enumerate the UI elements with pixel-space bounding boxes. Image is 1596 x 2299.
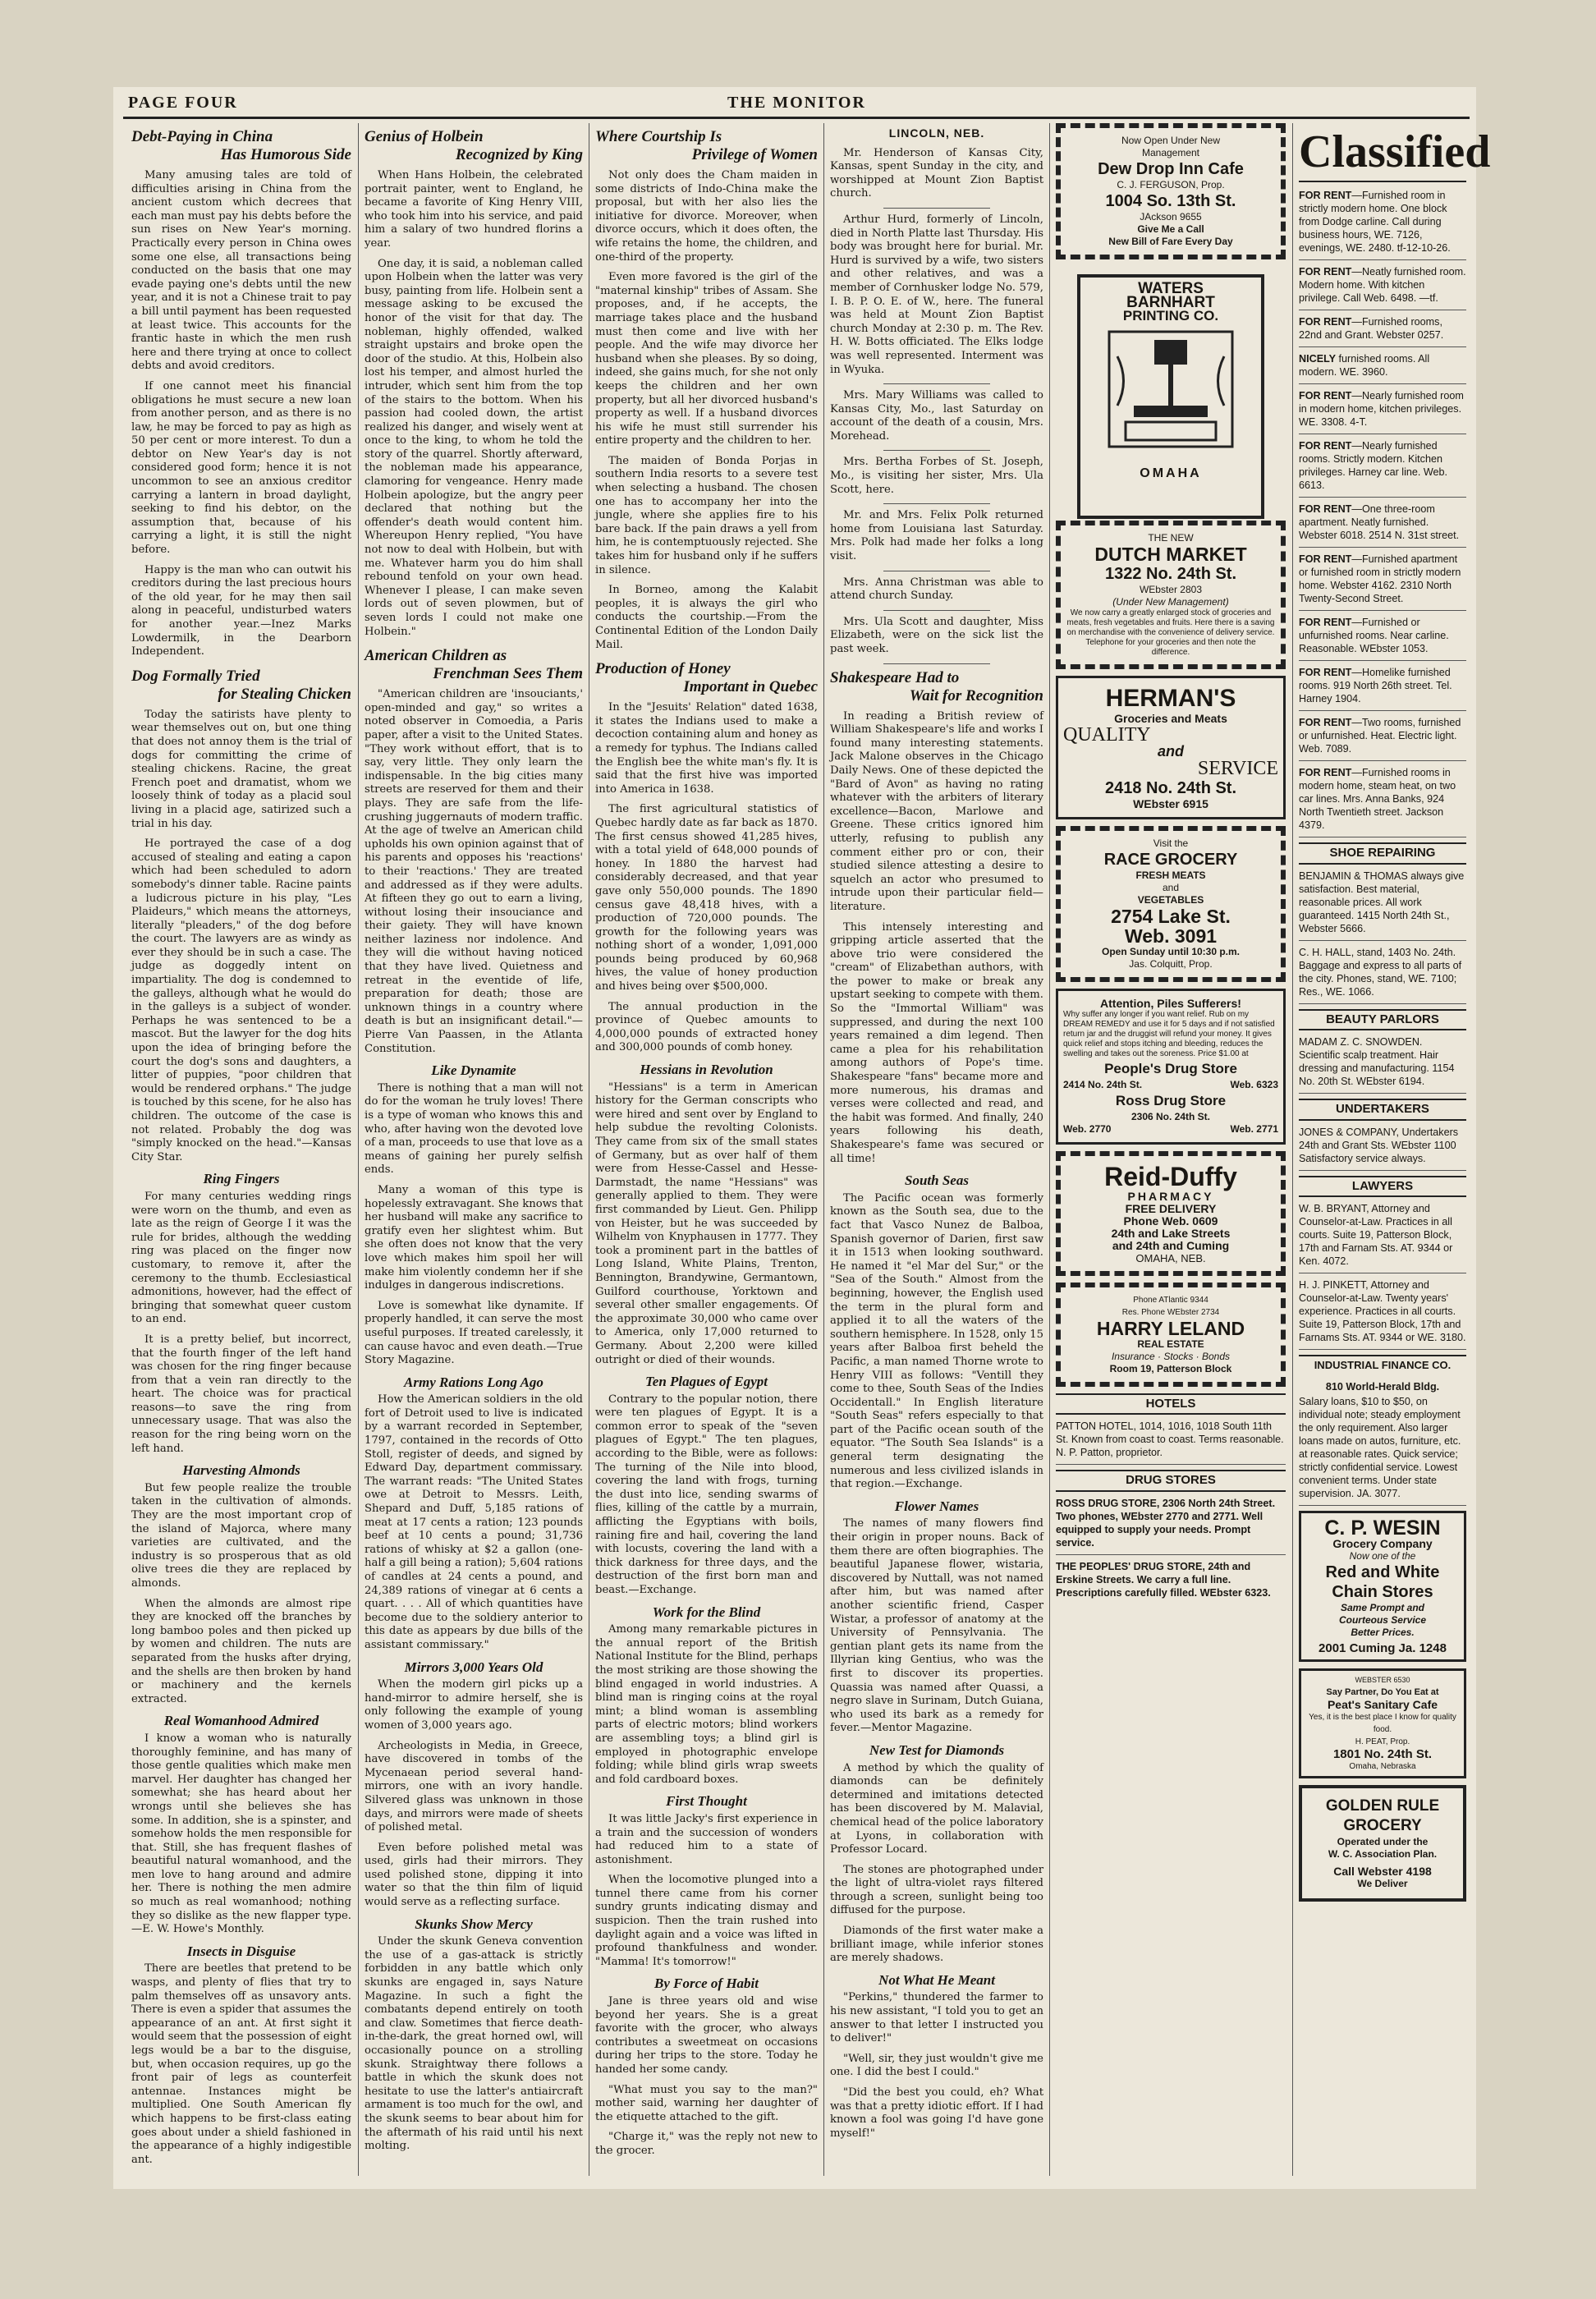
golden-rule-grocery-ad: [1299, 1785, 1466, 1902]
classified-text: furnished rooms. All modern. WE. 3960.: [1299, 353, 1430, 378]
article-headline: Not What He Meant: [878, 1971, 995, 1988]
article-headline: Ten Plagues of Egypt: [644, 1374, 768, 1390]
column-3: [595, 123, 818, 2176]
ad-line: Red and White: [1325, 1562, 1440, 1581]
article-paragraph: This intensely interesting and gripping article asserted that the above trio were considered the "cream" of Elizabethan authors, with the power to make or break any upstart seeking to compete with them. So the "Immortal William" was suppressed, and during the next 100 years remained a dim legend. Then came a plea for his rehabilitation among authors of Pope's time. Shakespeare "fans" became more and more numerous, his dramas and verses were collected and read, and the habit was formed. And finally, 240 years following his death, Shakespeare's fame was secured or all time!: [830, 920, 1043, 1165]
classified-section-heading: LAWYERS: [1299, 1176, 1466, 1198]
ad-line: Give Me a Call: [1137, 223, 1204, 235]
headline-line: Where Courtship Is: [595, 128, 722, 145]
article-paragraph: When Hans Holbein, the celebrated portrait painter, went to England, he became a favorite of King Henry VIII, who took him into his service, and paid him a salary of two hundred florins a year.: [365, 169, 583, 250]
article: [131, 128, 351, 659]
article-paragraph: It is a pretty belief, but incorrect, that the fourth finger of the left hand was chosen for the ring finger because from that a vein ran directly to the heart. The choice was for practical reasons—to save the ring from unnecessary usage. That was also the reason for the ring being worn on the left hand.: [131, 1333, 351, 1455]
classified-text: —Two rooms, furnished or unfurnished. Heat. Electric light. Web. 7089.: [1299, 717, 1461, 755]
classified-listing: BENJAMIN & THOMAS always give satisfaction. Best material, reasonable prices. All work guaranteed. 1415 North 24th St., Webster 5666.: [1299, 870, 1466, 941]
news-item: Arthur Hurd, formerly of Lincoln, died in North Platte last Thursday. His body was brought here for burial. Mr. Hurd is survived by a wife, two sisters and other relatives, and was a member of Cornhusker lodge No. 579, I. B. P. O. E. of W., here. The funeral was held at Mount Zion Baptist church Monday at 2:30 p. m. The Rev. H. W. Botts officiated. The Elks lodge was well represented. Interment was in Wyuka.: [830, 213, 1043, 376]
ad-phone: WEbster 6915: [1133, 796, 1208, 810]
harry-leland-ad: [1056, 1283, 1286, 1387]
ad-name: C. P. WESIN: [1324, 1516, 1441, 1540]
article-paragraph: For many centuries wedding rings were worn on the thumb, and even as late as the reign of George I it was the rule for brides, although the wedding ring was placed on the finger now customary, to remove it, after the ceremony to the thumb. Ecclesiastical admonitions, however, had the effect of bringing that somewhat queer custom to an end.: [131, 1190, 351, 1326]
waters-barnhart-ad: [1056, 266, 1286, 521]
article-headline: [830, 669, 1043, 705]
item-rule: [883, 663, 990, 664]
ad-name: Ross Drug Store: [1115, 1092, 1227, 1108]
ad-name: Reid-Duffy: [1104, 1161, 1237, 1191]
article-paragraph: There are beetles that pretend to be wasps, and plenty of flies that try to palm themselves off as unsavory ants. There is even a spider that assumes the appearance of an ant. At first sight it would seem that the possession of eight legs would be a bar to the disguise, but, when occasion requires, up go the front pair of legs as counterfeit antennae. Instances might be multiplied. One South American fly which happens to be first-class eating goes about under a shield fashioned in the appearance of a highly indigestible ant.: [131, 1962, 351, 2166]
classified-lead: FOR RENT: [1299, 190, 1352, 201]
ad-phone: WEBSTER 6530: [1355, 1675, 1410, 1684]
ad-name: GOLDEN RULE: [1325, 1797, 1440, 1815]
article: [595, 1795, 818, 1969]
article-paragraph: Among many remarkable pictures in the annual report of the British National Institute for the Blind, perhaps the most striking are those showing the blind engaged in world industries. A blind man is ringing coins at the royal mint; a blind woman is assembling parts of electric motors; blind workers are assembling toys; a blind girl is employed in photographic envelope folding; while blind girls wrap sweets and fold cardboard boxes.: [595, 1623, 818, 1786]
article-headline: [131, 128, 351, 164]
column-rule: [1292, 123, 1293, 2176]
article-paragraph: "What must you say to the man?" mother said, warning her daughter of the etiquette attached to the gift.: [595, 2083, 818, 2123]
column-rule: [358, 123, 359, 2176]
ad-line: QUALITY: [1063, 724, 1151, 746]
article-paragraph: "Hessians" is a term in American history for the German conscripts who were hired and sent over by England to help subdue the revolting Colonists. They came from six of the small states of Germany, but as over half of them were from Hesse-Cassel and Hesse-Darmstadt, the name "Hessians" was generally applied to them. They were first commanded by Lieut. Gen. Philipp von Heister, but he was succeeded by Wilhelm von Knyphausen in 1777. They took a prominent part in the battles of Long Island, White Plains, Trenton, Bennington, Brandywine, Germantown, Guilford courthouse, Yorktown and several other smaller engagements. Of the approximate 30,000 who came over to America, only 17,000 returned to Germany. About 2,200 were killed outright or died of their wounds.: [595, 1081, 818, 1366]
classified-lead: FOR RENT: [1299, 316, 1352, 328]
classified-text: —Neatly furnished room. Modern home. With kitchen privilege. Call Web. 6498. —tf.: [1299, 266, 1466, 304]
ad-address: 1004 So. 13th St.: [1105, 192, 1236, 210]
finance-body: Salary loans, $10 to $50, on individual note; steady employment the only requirement. Also larger loans made on autos, furniture, etc. at reasonable rates. Quick service; strictly confidential service. Lowest convenient terms. Under state supervision. JA. 3077.: [1299, 1395, 1466, 1506]
article: [595, 1606, 818, 1787]
logo-text: WATERS: [1138, 280, 1204, 297]
article-paragraph: "Perkins," thundered the farmer to his new assistant, "I told you to get an answer to that letter I instructed you to deliver!": [830, 1991, 1043, 2045]
article: [365, 647, 583, 1056]
headline-line: Dog Formally Tried: [131, 667, 260, 685]
news-item: Mrs. Anna Christman was able to attend church Sunday.: [830, 576, 1043, 603]
ad-address: 2754 Lake St.: [1111, 905, 1231, 927]
ad-line: and: [1162, 881, 1180, 893]
headline-line: Privilege of Women: [691, 146, 818, 163]
ad-line: Courteous Service: [1338, 1613, 1427, 1626]
news-item: Mr. and Mrs. Felix Polk returned home from Louisiana last Saturday. Mrs. Polk had made her folks a long visit.: [830, 509, 1043, 563]
logo-city: OMAHA: [1140, 466, 1202, 481]
ad-line: C. J. FERGUSON, Prop.: [1117, 179, 1225, 190]
ad-line: Grocery Company: [1332, 1536, 1433, 1550]
ad-address: 1801 No. 24th St.: [1332, 1746, 1433, 1761]
classified-ad: [1299, 265, 1466, 310]
news-item: Mrs. Mary Williams was called to Kansas City, Mo., last Saturday on account of the death of a cousin, Mrs. Morehead.: [830, 389, 1043, 443]
item-rule: [883, 450, 990, 451]
hotel-listing: PATTON HOTEL, 1014, 1016, 1018 South 11th St. Known from coast to coast. Terms reasonable. N. P. Patton, proprietor.: [1056, 1420, 1286, 1465]
ad-name: DUTCH MARKET: [1094, 544, 1247, 565]
ad-phone: Web. 3091: [1124, 925, 1218, 947]
article-paragraph: "Did the best you could, eh? What was that a pretty idiotic effort. If I had known a fool was going I'd have gone myself!": [830, 2086, 1043, 2140]
article-headline: New Test for Diamonds: [869, 1741, 1005, 1758]
classified-lead: FOR RENT: [1299, 503, 1352, 515]
item-rule: [883, 383, 990, 384]
article-paragraph: Even more favored is the girl of the "maternal kinship" tribes of Assam. She proposes, and, if he accepts, the marriage takes place and the husband must then come and live with her people. And the wife may divorce her husband when she pleases. By so doing, indeed, she gains much, for she not only keeps the children and her own property, but all her divorced husband's property as well. If a husband divorces his wife he must still surrender his entire property and the children to her.: [595, 271, 818, 447]
headline-line: Wait for Recognition: [909, 686, 1043, 704]
finance-address: 810 World-Herald Bldg.: [1325, 1380, 1440, 1393]
article-paragraph: Today the satirists have plenty to wear themselves out on, but one thing that does not annoy them is the trial of dogs for committing the crime of stealing chickens. Racine, the great French poet and dramatist, whom we loosely think of today as a placid soul living in a placid age, satirized such a trial in his day.: [131, 708, 351, 830]
classified-ad: [1299, 502, 1466, 548]
ad-line: Omaha, Nebraska: [1349, 1761, 1416, 1771]
article-paragraph: When the modern girl picks up a hand-mirror to admire herself, she is only following the example of young women of 3,000 years ago.: [365, 1678, 583, 1732]
column-rule: [1049, 123, 1050, 2176]
classified-listing: JONES & COMPANY, Undertakers 24th and Grant Sts. WEbster 1100 Satisfactory service always.: [1299, 1126, 1466, 1171]
column-2: [365, 123, 583, 2176]
ad-line: and: [1157, 743, 1184, 759]
article-headline: Real Womanhood Admired: [163, 1713, 319, 1729]
article-paragraph: Not only does the Cham maiden in some districts of Indo-China make the proposal, but with her also lies the initiative for divorce. Moreover, when divorce occurs, which it does often, the wife retains the home, the children, and one-third of the property.: [595, 169, 818, 264]
classified-ad: [1299, 439, 1466, 498]
item-rule: [883, 208, 990, 209]
classified-ad: [1299, 616, 1466, 661]
article-headline: Insects in Disguise: [186, 1943, 296, 1959]
ad-line: THE NEW: [1148, 532, 1194, 544]
article: [365, 128, 583, 639]
article: [131, 1464, 351, 1706]
classified-text: —Furnished apartment or furnished room in strictly modern home. Webster 4162. 2310 North Twenty-Second Street.: [1299, 553, 1461, 604]
headline-line: Has Humorous Side: [220, 146, 351, 163]
article: [131, 1172, 351, 1456]
ads-column: [1056, 123, 1286, 2176]
wesin-grocery-ad: [1299, 1511, 1466, 1662]
ad-line: Operated under the: [1337, 1835, 1429, 1847]
classified-lead: FOR RENT: [1299, 717, 1352, 728]
printing-co-logo: [1077, 274, 1264, 519]
classified-ad: [1299, 315, 1466, 347]
article-paragraph: The Pacific ocean was formerly known as the South sea, due to the fact that Vasco Nunez de Balboa, Spanish governor of Darien, first saw it in 1513 when looking southward. He named it "el Mar del Sur," or the "Sea of the South." Almost from the beginning, however, the English used the term in the plural form and applied it to all the waters of the southern hemisphere. In 1528, only 15 years after Balboa first beheld the Pacific, a man named Thorne wrote to Henry VIII as follows: "Ventill they come to thee, South Seas of the Indies Occidentall." In English literature "South Seas" refers especially to that part of the Pacific ocean south of the equator. "The South Sea Islands" is a general term designating the numerous and less civilized islands in that region.—Exchange.: [830, 1191, 1043, 1491]
headline-line: Genius of Holbein: [365, 128, 484, 145]
classified-listing: C. H. HALL, stand, 1403 No. 24th. Baggage and express to all parts of the city. Phones, stand, WE. 7100; Res., WE. 1066.: [1299, 946, 1466, 1004]
ad-address: 2414 No. 24th St.: [1063, 1078, 1143, 1090]
ad-phone: Phone Web. 0609: [1123, 1214, 1218, 1228]
article-paragraph: If one cannot meet his financial obligations he must secure a new loan from another person, and as there is no law, he may be forced to pay as high as 50 per cent or more interest. To dun a debtor on New Year's day is not considered good form; hence it is not uncommon to see an anxious creditor carrying a lantern in broad daylight, seeking to find his debtor, on the assumption that, because of his carrying a light, it is still the night before.: [131, 379, 351, 557]
classified-text: —Homelike furnished rooms. 919 North 26th street. Tel. Harney 1904.: [1299, 667, 1452, 704]
article-headline: Work for the Blind: [652, 1604, 761, 1620]
ad-name: Peat's Sanitary Cafe: [1327, 1697, 1438, 1711]
classified-text: —Furnished rooms in modern home, steam heat, on two car lines. Mrs. Anna Banks, 924 North Twentieth street. Jackson 4379.: [1299, 767, 1456, 831]
ad-address: 2306 No. 24th St.: [1130, 1110, 1211, 1122]
article: [131, 1945, 351, 2168]
column-1: [131, 123, 351, 2176]
article-paragraph: Love is somewhat like dynamite. If properly handled, it can serve the most useful purposes. If treated carelessly, it can cause havoc and even death.—True Story Magazine.: [365, 1299, 583, 1367]
ad-phone: Web. 2770: [1063, 1122, 1112, 1135]
classified-lead: FOR RENT: [1299, 767, 1352, 778]
article-paragraph: "Well, sir, they just wouldn't give me one. I did the best I could.": [830, 2052, 1043, 2079]
article-paragraph: How the American soldiers in the old fort of Detroit used to live is indicated by a warrant recorded in September, 1797, contained in the records of Otto Stoll, register of deeds, and signed by Edward Day, department commissary. The warrant reads: "The United States owe at Detroit to Messrs. Leith, Shepard and Duff, 5,185 rations of meat at 17 cents a ration; 123 pounds beef at 10 cents a pound; 31,736 rations of whisky at $2 a gallon (one-half a gill being a ration); 5,604 rations of candles at 24 cents a pound, and 24,389 rations of vinegar at 6 cents a quart. . . . All of which quantities have become due to the soldiery anterior to this date as appears by due bills of the assistant commissary.": [365, 1393, 583, 1651]
header-rule: [123, 117, 1470, 119]
printing-press-icon: [1093, 324, 1249, 463]
classified-ad: [1299, 766, 1466, 837]
article-paragraph: "American children are 'insouciants,' open-minded and gay," so writes a noted observer in Comoedia, a Paris paper, after a visit to the United States. "They work without effort, that is to say, very little. They only learn the indispensable. In the big cities many streets are reserved for them and their plays. They are safe from the life-crushing juggernauts of modern traffic. At the age of twelve an American child upholds his own opinion against that of his parents and opposes his 'reactions' to their 'reactions.' They are treated and addressed as if they were adults. At fifteen they go out to earn a living, without losing their insouciance and their gaiety. They will have known neither laziness nor indolence. And they will die without having noticed that they have lived. Quietness and retreat in the eventide of life, preparation for death; those are unknown things in a country where death is but an insignificant detail."—Pierre Van Paassen, in the Atlanta Constitution.: [365, 688, 583, 1055]
article-paragraph: Diamonds of the first water make a brilliant image, while inferior stones are merely shadows.: [830, 1925, 1043, 1965]
classified-column: [1299, 123, 1491, 2176]
article-paragraph: A method by which the quality of diamonds can be definitely determined and imitations detected has been discovered by M. Malavial, chemical head of the police laboratory at Lyons, in collaboration with Professor Locard.: [830, 1761, 1043, 1856]
finance-name: INDUSTRIAL FINANCE CO.: [1299, 1355, 1466, 1375]
news-item: Mrs. Bertha Forbes of St. Joseph, Mo., is visiting her sister, Mrs. Ula Scott, here.: [830, 456, 1043, 496]
ad-line: H. PEAT, Prop.: [1355, 1737, 1410, 1746]
article: [595, 1977, 818, 2158]
article-headline: [595, 660, 818, 696]
article: [830, 669, 1043, 1167]
article-headline: Flower Names: [894, 1498, 979, 1514]
article-paragraph: In reading a British review of William Shakespeare's life and works I found many interesting statements. Jack Malone observes in the Chicago Daily News. One of these depicted the "Bard of Avon" as having no rating whatever with the arbiters of literary excellence—Bacon, Marlowe and Greene. These critics ignored him utterly, refusing to publish any comment either pro or con, their studied silence attesting a desire to squelch an actor who presumed to intrude upon their particular field—literature.: [830, 709, 1043, 913]
article-paragraph: When the locomotive plunged into a tunnel there came from his corner sundry grunts indicating dismay and suspicion. Then the train rushed into daylight again and a voice was lifted in profound thankfulness and wonder. "Mamma! It's tomorrow!": [595, 1874, 818, 1968]
ad-line: [1063, 1123, 1278, 1136]
piles-remedy-ad: [1056, 989, 1286, 1145]
classified-ad: [1299, 352, 1466, 384]
headline-line: Recognized by King: [455, 146, 583, 163]
article: [365, 1064, 583, 1367]
ad-line: We Deliver: [1357, 1877, 1408, 1889]
ad-name: Attention, Piles Sufferers!: [1100, 996, 1241, 1010]
ad-name: RACE GROCERY: [1103, 850, 1238, 869]
ad-address: Room 19, Patterson Block: [1109, 1362, 1232, 1374]
ad-line: W. C. Association Plan.: [1328, 1847, 1438, 1860]
ad-phone: Phone ATlantic 9344: [1133, 1295, 1208, 1305]
ad-address: 2418 No. 24th St.: [1104, 778, 1237, 797]
classified-text: —Furnished rooms, 22nd and Grant. Webster 0257.: [1299, 316, 1444, 341]
article: [595, 1375, 818, 1598]
article-headline: Skunks Show Mercy: [415, 1916, 533, 1932]
article-paragraph: It was little Jacky's first experience in a train and the succession of wonders had reduced him to a state of astonishment.: [595, 1812, 818, 1866]
news-item: Mr. Henderson of Kansas City, Kansas, spent Sunday in the city, and worshipped at Mount Zion Baptist church.: [830, 146, 1043, 200]
ad-line: SERVICE: [1197, 757, 1278, 779]
headline-line: for Stealing Chicken: [218, 685, 351, 703]
headline-line: Frenchman Sees Them: [433, 665, 583, 683]
race-grocery-ad: [1056, 826, 1286, 982]
ad-name: HARRY LELAND: [1096, 1317, 1245, 1339]
article-paragraph: The names of many flowers find their origin in proper nouns. Back of them there are often biographies. The beautiful Japanese flower, wistaria, discovered by Nuttall, was not named after him, but was named after another scientific friend, Casper Wistar, a professor of anatomy at the University of Pennsylvania. The gentian plant gets its name from the Illyrian king Gentius, who was the first to discover its properties. Quassia was named after Quassi, a negro slave in Surinam, Dutch Guiana, who used its bark as a remedy for fever.—Mentor Magazine.: [830, 1517, 1043, 1735]
article-paragraph: "Charge it," was the reply not new to the grocer.: [595, 2131, 818, 2157]
dutch-market-ad: [1056, 521, 1286, 669]
classified-lead: NICELY: [1299, 353, 1337, 365]
classified-text: —Furnished room in strictly modern home. One block from Dodge carline. Call during business hours, WE. 7126, evenings, WE. 2480. tf-12-10-26.: [1299, 190, 1451, 254]
ad-line: OMAHA, NEB.: [1135, 1251, 1206, 1264]
article: [830, 1741, 1043, 1966]
classified-ad: [1299, 666, 1466, 711]
ad-name: GROCERY: [1343, 1816, 1422, 1834]
article: [131, 668, 351, 1165]
headline-line: Important in Quebec: [683, 678, 818, 696]
article-headline: [365, 128, 583, 164]
article-paragraph: Happy is the man who can outwit his creditors during the last precious hours of the old year, for he may then sail along in peaceful, undisturbed waters for another year.—Inez Marks Lowdermilk, in the Dearborn Independent.: [131, 563, 351, 658]
ad-line: Same Prompt and: [1340, 1601, 1425, 1613]
ad-line: [1063, 1079, 1278, 1091]
page-number: PAGE FOUR: [128, 94, 238, 112]
article: [595, 660, 818, 1055]
article-headline: Like Dynamite: [431, 1062, 516, 1079]
ad-line: Groceries and Meats: [1114, 712, 1227, 725]
article-headline: [365, 647, 583, 683]
article-paragraph: The maiden of Bonda Porjas in southern India resorts to a severe test when selecting a husband. The chosen one has to accompany her into the jungle, where she applies fire to his bare back. If the pain draws a yell from him, he is contemptuously rejected. She takes him for husband only if he suffers in silence.: [595, 454, 818, 576]
classified-listing: H. J. PINKETT, Attorney and Counselor-at-Law. Twenty years' experience. Practices in all courts. Suite 19, Patterson Block, 17th and Farnams Sts. AT. 9344 or WE. 3180.: [1299, 1278, 1466, 1350]
classified-lead: FOR RENT: [1299, 667, 1352, 678]
ad-body: Why suffer any longer if you want relief. Rub on my DREAM REMEDY and use it for 5 days and if not satisfied return jar and the druggist will refund your money. It gives quick relief and stops itching and bleeding, reduces the swelling and takes out the soreness. Price $1.00 at: [1063, 1009, 1275, 1058]
ad-line: Insurance · Stocks · Bonds: [1111, 1350, 1231, 1362]
article-headline: Mirrors 3,000 Years Old: [404, 1659, 543, 1675]
ad-line: PHARMACY: [1127, 1189, 1214, 1203]
ad-phone: JAckson 9655: [1140, 211, 1202, 223]
article: [595, 128, 818, 652]
article: [365, 1661, 583, 1910]
column-4: [830, 123, 1043, 2176]
headline-line: Shakespeare Had to: [830, 668, 960, 686]
ad-phone: Web. 2771: [1230, 1122, 1278, 1135]
logo-text: BARNHART: [1126, 293, 1215, 311]
classified-section-heading: UNDERTAKERS: [1299, 1099, 1466, 1121]
article-headline: South Seas: [905, 1172, 969, 1189]
article-paragraph: The first agricultural statistics of Quebec hardly date as far back as 1870. The first census showed 41,285 hives, with a total yield of 648,000 pounds of honey. In 1880 the harvest had considerably decreased, and that year gave only 550,000 pounds. The 1890 census gave 48,418 hives, with a production of 720,000 pounds. The growth for the following years was nothing short of a wonder, 1,091,000 pounds being produced by 60,968 hives, the value of honey production and hives being over $500,000.: [595, 803, 818, 993]
dateline: LINCOLN, NEB.: [888, 126, 985, 140]
ad-line: FRESH MEATS: [1135, 869, 1206, 881]
article-headline: Hessians in Revolution: [640, 1062, 773, 1078]
article-paragraph: One day, it is said, a nobleman called upon Holbein when the latter was very busy, painting from life. Holbein sent a message asking to be excused the honor of the visit for that day. The nobleman, highly offended, walked straight upstairs and broke open the door of the studio. At this, Holbein also lost his temper, and almost hurled the intruder, which sent him from the top of the stairs to the bottom. When his passion had cooled down, the artist realized his danger, and wisely went at once to the king, to whom he told the story of the quarrel. Shortly afterward, the nobleman made his appearance, clamoring for vengeance. Henry made Holbein apologize, but the angry peer declared that nothing but the offender's death would content him. Whereupon Henry replied, "You have not now to deal with Holbein, but with me. Whatever harm you do him shall rebound tenfold on your own head. Whenever I please, I can make seven lords out of seven plowmen, but of seven lords I could not make one Holbein.": [365, 257, 583, 638]
ad-line: REAL ESTATE: [1137, 1338, 1204, 1350]
item-rule: [883, 610, 990, 611]
reid-duffy-ad: [1056, 1151, 1286, 1276]
ad-line: Jas. Colquitt, Prop.: [1129, 957, 1213, 970]
ad-line: FREE DELIVERY: [1125, 1201, 1217, 1215]
news-item: Mrs. Ula Scott and daughter, Miss Elizabeth, were on the sick list the past week.: [830, 615, 1043, 655]
ad-line: VEGETABLES: [1137, 893, 1204, 906]
ad-line: Open Sunday until 10:30 p.m.: [1101, 945, 1241, 957]
ad-line: Now Open Under New: [1121, 135, 1221, 146]
article-paragraph: Contrary to the popular notion, there were ten plagues of Egypt. It is a common error to speak of the "seven plagues of Egypt." The ten plagues, according to the Bible, were as follows: The turning of the Nile into blood, covering the land with frogs, turning the dust into lice, sending swarms of flies, killing of the cattle by a murrain, afflicting the Egyptians with boils, raining fire and hail, covering the land with locusts, covering the land with a thick darkness for three days, and the destruction of the first born man and beast.—Exchange.: [595, 1393, 818, 1596]
classified-lead: FOR RENT: [1299, 617, 1352, 628]
ad-line: Better Prices.: [1351, 1626, 1415, 1638]
ad-name: HERMAN'S: [1105, 685, 1236, 712]
classified-listing: W. B. BRYANT, Attorney and Counselor-at-Law. Practices in all courts. Suite 19, Patterson Block, 17th and Farnam Sts. AT. 9344 or Ken. 4072.: [1299, 1202, 1466, 1273]
item-rule: [883, 503, 990, 504]
classified-title: Classified: [1299, 123, 1466, 182]
article: [595, 1063, 818, 1367]
classified-text: —One three-room apartment. Neatly furnished. Webster 6018. 2514 N. 31st street.: [1299, 503, 1460, 541]
ad-line: (Under New Management): [1112, 596, 1229, 608]
article: [830, 1174, 1043, 1492]
ad-line: Now one of the: [1349, 1549, 1416, 1562]
ad-line: Say Partner, Do You Eat at: [1326, 1686, 1439, 1697]
paper-name: THE MONITOR: [727, 94, 866, 112]
classified-lead: FOR RENT: [1299, 266, 1352, 278]
page-header: [128, 94, 1465, 118]
article-paragraph: The stones are photographed under the light of ultra-violet rays filtered through a screen, sunlight being too diffused for the purpose.: [830, 1863, 1043, 1917]
article-paragraph: Many amusing tales are told of difficulties arising in China from the ancient custom which decrees that each man must pay his debts before the sun rises on New Year's morning. Practically every person in China owes some one else, all transactions being conducted on the basis that one may evade paying one's debts until the new year, and it is not a Chinese trait to pay a bill until payment has been requested at least twice. This accounts for the frantic haste in which the men rush here and there trying at once to collect debts and avoid creditors.: [131, 169, 351, 373]
article-paragraph: But few people realize the trouble taken in the cultivation of almonds. They are the most important crop of the island of Majorca, where many varieties are cultivated, and the industry is so prosperous that as old olive trees die they are replaced by almonds.: [131, 1481, 351, 1590]
ad-line: 24th and Lake Streets: [1111, 1226, 1231, 1240]
ad-phone: Web. 6323: [1230, 1078, 1278, 1090]
classified-lead: FOR RENT: [1299, 553, 1352, 565]
ad-line: Management: [1141, 147, 1200, 158]
ad-line: Visit the: [1153, 837, 1189, 849]
headline-line: American Children as: [365, 647, 507, 665]
drug-store-listing: THE PEOPLES' DRUG STORE, 24th and Erskine Streets. We carry a full line. Prescriptions carefully filled. WEbster 6323.: [1056, 1560, 1271, 1599]
ad-address: 2001 Cuming Ja. 1248: [1319, 1641, 1447, 1655]
article-headline: Army Rations Long Ago: [404, 1374, 543, 1390]
article-paragraph: I know a woman who is naturally thoroughly feminine, and has many of those gentle qualities which make men marvel. Her daughter has changed her somewhat; she has heard about her wrongs until she believes she has some. In addition, she is a spinster, and somehow holds the men responsible for that. Still, she has frequent flashes of beautiful natural womanhood, and the men love to hang around and admire her. There is nothing the men admire so much as real womanhood; nothing they so dislike as the new flapper type.—E. W. Howe's Monthly.: [131, 1732, 351, 1936]
article-paragraph: Under the skunk Geneva convention the use of a gas-attack is strictly forbidden in any battle which only skunks are engaged in, says Nature Magazine. In such a fight the combatants depend entirely on tooth and claw. Sometimes that fierce death-in-the-dark, the great horned owl, will occasionally pounce on a strolling skunk. Straightway there follows a battle in which the skunk does not hesitate to use the latter's antiaircraft armament is too much for the owl, and the skunk seems to bear about him for the aftermath of his raid until his next molting.: [365, 1935, 583, 2153]
drug-stores-heading: DRUG STORES: [1056, 1470, 1286, 1492]
drug-store-listing: ROSS DRUG STORE, 2306 North 24th Street. Two phones, WEbster 2770 and 2771. Well equipped to supply your needs. Prompt service.: [1056, 1497, 1286, 1555]
ad-line: New Bill of Fare Every Day: [1108, 236, 1233, 247]
article-paragraph: Jane is three years old and wise beyond her years. She is a great favorite with the grocer, who always contributes a sweetmeat on occasions during her trips to the store. Today he handed her some candy.: [595, 1995, 818, 2076]
ad-body: We now carry a greatly enlarged stock of groceries and meats, fresh vegetables and fruits. Here there is a saving on merchandise with the convenience of delivery service. Telephone for your groceries and then note the difference.: [1066, 608, 1275, 657]
classified-section-heading: SHOE REPAIRING: [1299, 842, 1466, 865]
headline-line: Production of Honey: [595, 660, 731, 678]
hotels-heading: HOTELS: [1056, 1393, 1286, 1416]
article-paragraph: Many a woman of this type is hopelessly extravagant. She knows that her husband will make any sacrifice to gratify even her slightest whim. But she often does not know that the very love which makes him spoil her will make him violently condemn her if she indulges in dangerous indiscretions.: [365, 1183, 583, 1292]
hermans-ad: [1056, 676, 1286, 819]
article-paragraph: He portrayed the case of a dog accused of stealing and eating a capon which had been scheduled to adorn somebody's dinner table. Racine paints a ludicrous picture in his play, "Les Plaideurs," which means the attorneys, literally "pleaders," of the dog before the court. The lawyers are as windy as ever they should be in such a case. The judge as doggedly intent on impartiality. The dog is condemned to the galleys, although what he would do in the galleys is a subject of wonder. Perhaps he was sentenced to be a mascot. But the lawyer for the dog hits upon the idea of bringing before the court the dog's sons and daughters, a litter of puppies, "poor children that would be rendered orphans." The judge is touched by this scene, for he also has children. The outcome of the case is not related. Probably the dog was "simply knocked on the head."—Kansas City Star.: [131, 837, 351, 1163]
ad-phone: Res. Phone WEbster 2734: [1121, 1307, 1220, 1317]
classified-ad: [1299, 389, 1466, 434]
logo-text: PRINTING CO.: [1122, 308, 1219, 324]
article: [365, 1918, 583, 2154]
article-paragraph: When the almonds are almost ripe they are knocked off the branches by long bamboo poles and then picked up by women and children. The nuts are separated from the husks after drying, and the shells are then broken by hand or machinery and the kernels extracted.: [131, 1597, 351, 1705]
article-headline: First Thought: [666, 1793, 747, 1810]
article-headline: By Force of Habit: [654, 1975, 759, 1992]
ad-line: and 24th and Cuming: [1112, 1238, 1230, 1252]
article-headline: [131, 668, 351, 704]
ad-phone: Call Webster 4198: [1333, 1864, 1432, 1878]
article: [131, 1714, 351, 1937]
article: [830, 1971, 1043, 2141]
ad-line: Chain Stores: [1332, 1582, 1433, 1601]
classified-lead: FOR RENT: [1299, 440, 1352, 452]
classified-ad: [1299, 553, 1466, 611]
article-paragraph: Archeologists in Media, in Greece, have discovered in tombs of the Mycenaean period several hand-mirrors, one with an ivory handle. Silvered glass was unknown in those days, and mirrors were made of sheets of polished metal.: [365, 1739, 583, 1834]
article-paragraph: In Borneo, among the Kalabit peoples, it is always the girl who conducts the courtship.—From the Continental Edition of the London Daily Mail.: [595, 584, 818, 651]
ad-phone: WEbster 2803: [1139, 584, 1203, 595]
article: [365, 1376, 583, 1653]
peats-cafe-ad: [1299, 1668, 1466, 1778]
classified-lead: FOR RENT: [1299, 390, 1352, 402]
classified-text: —Furnished or unfurnished rooms. Near carline. Reasonable. WEbster 1053.: [1299, 617, 1449, 654]
ad-name: People's Drug Store: [1104, 1060, 1237, 1076]
article-headline: Harvesting Almonds: [182, 1462, 300, 1479]
article-paragraph: The annual production in the province of Quebec amounts to 4,000,000 pounds of extracted honey and 300,000 pounds of comb honey.: [595, 1000, 818, 1054]
article-headline: Ring Fingers: [203, 1171, 280, 1187]
column-rule: [823, 123, 824, 2176]
article: [830, 1500, 1043, 1736]
headline-line: Debt-Paying in China: [131, 128, 273, 145]
ad-address: 1322 No. 24th St.: [1104, 565, 1237, 583]
classified-listing: MADAM Z. C. SNOWDEN. Scientific scalp treatment. Hair dressing and manufacturing. 1154 No. 20th St. WEbster 6194.: [1299, 1035, 1466, 1094]
ad-line: Yes, it is the best place I know for quality food.: [1309, 1712, 1456, 1734]
classified-ad: [1299, 189, 1466, 260]
ad-name: Dew Drop Inn Cafe: [1098, 160, 1244, 178]
classified-text: —Nearly furnished rooms. Strictly modern. Kitchen privileges. Harney car line. Web. 6613.: [1299, 440, 1448, 491]
classified-section-heading: BEAUTY PARLORS: [1299, 1009, 1466, 1031]
article-paragraph: Even before polished metal was used, girls had their mirrors. They used polished stone, dipping it into water so that the thin film of liquid would serve as a reflecting surface.: [365, 1841, 583, 1909]
dew-drop-inn-ad: [1056, 123, 1286, 259]
article-paragraph: In the "Jesuits' Relation" dated 1638, it states the Indians used to make a decoction containing alum and honey as a remedy for typhus. The Indians called the English bee the white man's fly. It is said that the first hive was imported into America in 1638.: [595, 701, 818, 796]
classified-text: —Nearly furnished room in modern home, kitchen privileges. WE. 3308. 4-T.: [1299, 390, 1464, 428]
article-headline: [595, 128, 818, 164]
classified-ad: [1299, 716, 1466, 761]
article-paragraph: There is nothing that a man will not do for the woman he truly loves! There is a type of woman who knows this and who, after having won the devoted love of a man, proceeds to use that love as a means of gaining her purely selfish ends.: [365, 1081, 583, 1177]
